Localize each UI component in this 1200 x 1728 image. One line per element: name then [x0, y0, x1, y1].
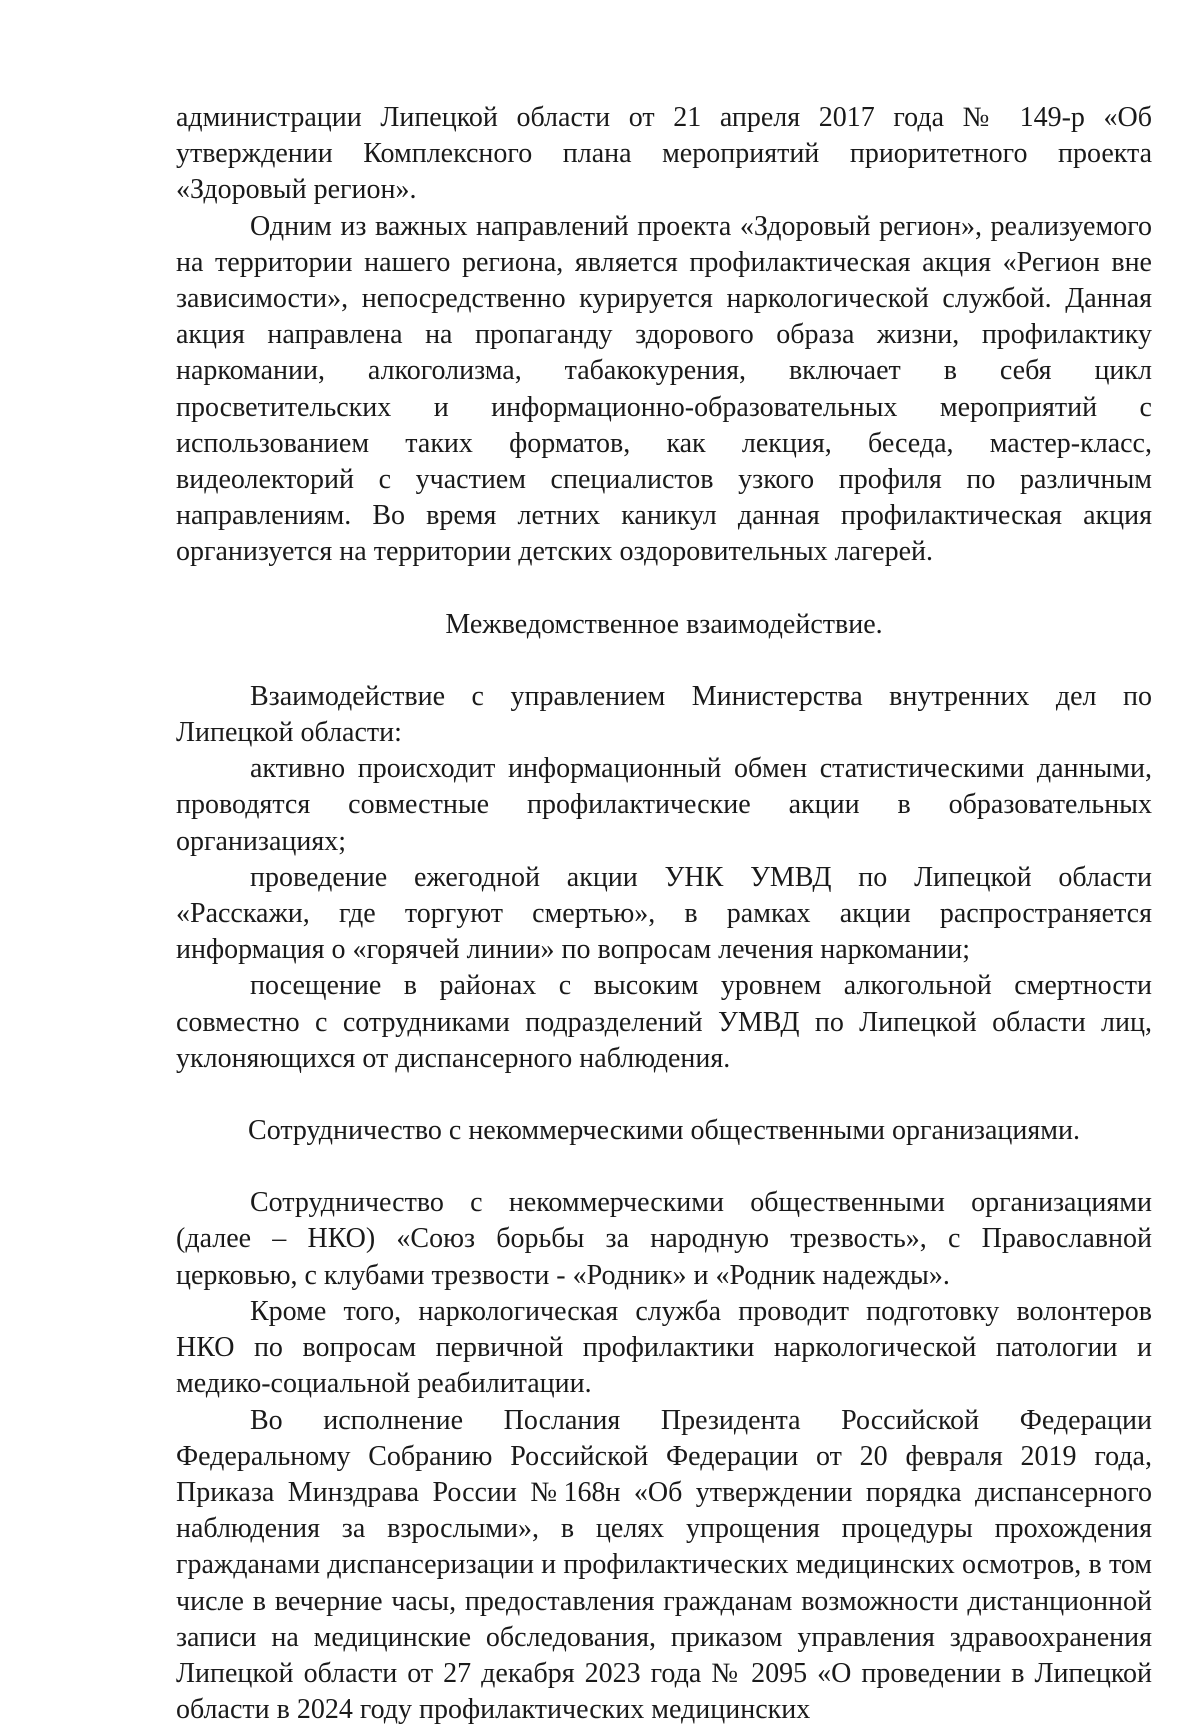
paragraph-district-visits: посещение в районах с высоким уровнем алкогольной смертности совместно с сотрудниками подразделений УМВД по Липецкой области лиц, уклоняющихся от диспансерного наблюдения. — [176, 968, 1152, 1077]
section-heading-interagency: Межведомственное взаимодействие. — [176, 607, 1152, 643]
document-page — [176, 100, 1152, 1728]
paragraph-presidential-address: Во исполнение Послания Президента Российской Федерации Федеральному Собранию Российской Федерации от 20 февраля 2019 года, Приказа Минздрава России №168н «Об утверждении порядка диспансерного наблюдения за взрослыми», в целях упрощения процедуры прохождения гражданами диспансеризации и профилактических медицинских осмотров, в том числе в вечерние часы, предоставления гражданам возможности дистанционной записи на медицинские обследования, приказом управления здравоохранения Липецкой области от 27 декабря 2023 года № 2095 «О проведении в Липецкой области в 2024 году профилактических медицинских — [176, 1403, 1152, 1728]
paragraph-mvd-cooperation: Взаимодействие с управлением Министерства внутренних дел по Липецкой области: — [176, 679, 1152, 751]
paragraph-info-exchange: активно происходит информационный обмен статистическими данными, проводятся совместные профилактические акции в образовательных организациях; — [176, 751, 1152, 860]
section-heading-nko: Сотрудничество с некоммерческими общественными организациями. — [176, 1113, 1152, 1149]
paragraph-annual-action: проведение ежегодной акции УНК УМВД по Липецкой области «Расскажи, где торгуют смертью», в рамках акции распространяется информация о «горячей линии» по вопросам лечения наркомании; — [176, 860, 1152, 969]
paragraph-continuation: администрации Липецкой области от 21 апреля 2017 года № 149-р «Об утверждении Комплексного плана мероприятий приоритетного проекта «Здоровый регион». — [176, 100, 1152, 209]
paragraph-volunteers: Кроме того, наркологическая служба проводит подготовку волонтеров НКО по вопросам первичной профилактики наркологической патологии и медико-социальной реабилитации. — [176, 1294, 1152, 1403]
paragraph-healthy-region: Одним из важных направлений проекта «Здоровый регион», реализуемого на территории нашего региона, является профилактическая акция «Регион вне зависимости», непосредственно курируется наркологической службой. Данная акция направлена на пропаганду здорового образа жизни, профилактику наркомании, алкоголизма, табакокурения, включает в себя цикл просветительских и информационно-образовательных мероприятий с использованием таких форматов, как лекция, беседа, мастер-класс, видеолекторий с участием специалистов узкого профиля по различным направлениям. Во время летних каникул данная профилактическая акция организуется на территории детских оздоровительных лагерей. — [176, 209, 1152, 571]
paragraph-nko-cooperation: Сотрудничество с некоммерческими общественными организациями (далее – НКО) «Союз борьбы за народную трезвость», с Православной церковью, с клубами трезвости - «Родник» и «Родник надежды». — [176, 1185, 1152, 1294]
